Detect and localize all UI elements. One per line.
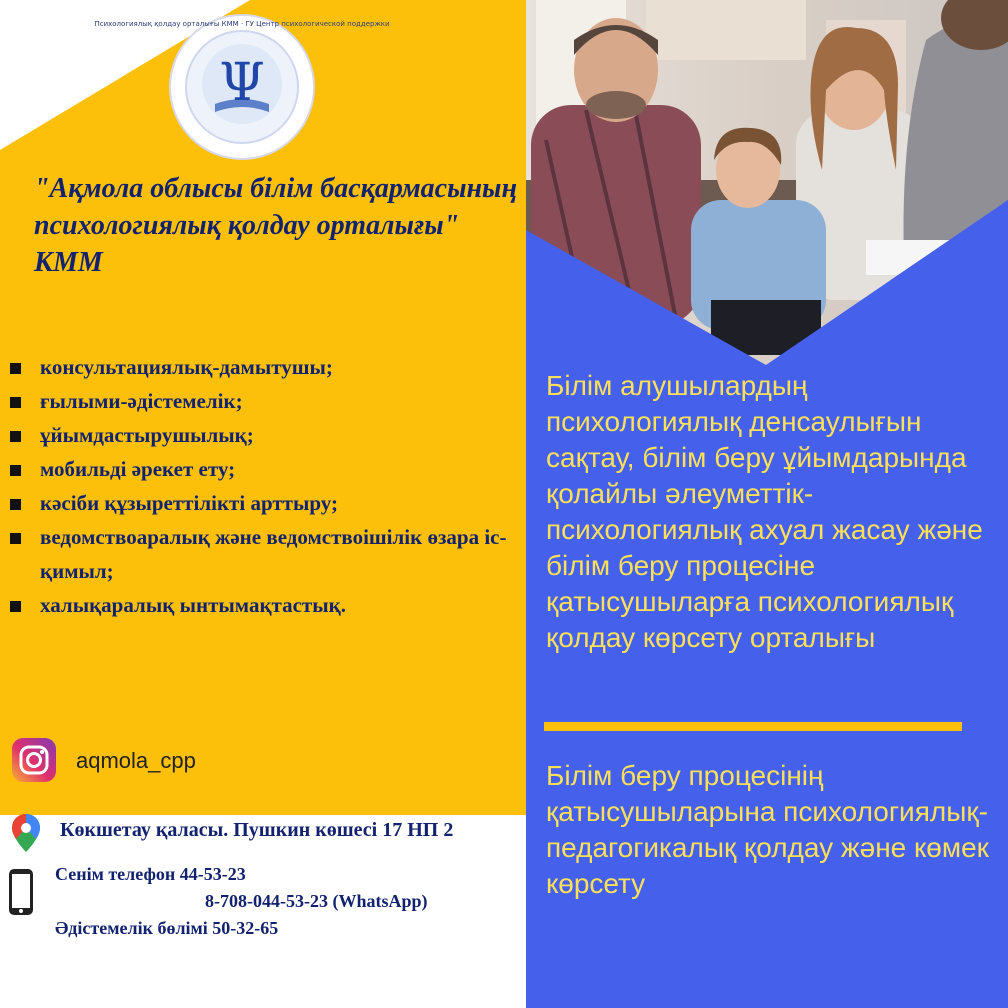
list-item: ғылыми-әдістемелік;	[10, 384, 530, 418]
instagram-icon[interactable]	[12, 738, 56, 782]
divider	[544, 722, 962, 731]
mission-text: Білім алушылардың психологиялық денсаулығын сақтау, білім беру ұйымдарында қолайлы әлеуметтік-психологиялық ахуал жасау және білім беру процесіне қатысушыларға психологиялық қолдау көрсету орталығы	[546, 370, 983, 653]
page-title: "Ақмола облысы білім басқармасының психологиялық қолдау орталығы" КММ	[34, 173, 518, 278]
family-consultation-photo	[526, 0, 1008, 365]
instagram-handle[interactable]: aqmola_cpp	[76, 748, 196, 773]
list-item: халықаралық ынтымақтастық.	[10, 588, 530, 622]
address-text: Көкшетау қаласы. Пушкин көшесі 17 НП 2	[60, 819, 454, 841]
list-item: мобильді әрекет ету;	[10, 452, 530, 486]
phone-icon	[8, 868, 34, 921]
list-item: кәсіби құзыреттілікті арттыру;	[10, 486, 530, 520]
list-item: консультациялық-дамытушы;	[10, 350, 530, 384]
logo-ring-text: Психологиялық қолдау орталығы КММ · ГУ Центр психологической поддержки	[94, 20, 390, 28]
support-text: Білім беру процесінің қатысушыларына психологиялық-педагогикалық қолдау және көмек көрсету	[546, 760, 989, 899]
bullet-square-icon	[10, 465, 21, 476]
bullet-square-icon	[10, 601, 21, 612]
methodical-department-phone: Әдістемелік бөлімі 50-32-65	[55, 918, 279, 938]
bullet-square-icon	[10, 499, 21, 510]
bullet-square-icon	[10, 363, 21, 374]
center-logo	[94, 12, 390, 162]
bullet-square-icon	[10, 431, 21, 442]
map-pin-icon	[12, 814, 40, 857]
psi-symbol: Ψ	[219, 53, 265, 113]
activities-list	[10, 350, 530, 622]
list-item: ұйымдастырушылық;	[10, 418, 530, 452]
list-item: ведомствоаралық және ведомствоішілік өзара іс-қимыл;	[10, 520, 530, 588]
bullet-square-icon	[10, 533, 21, 544]
whatsapp-phone: 8-708-044-53-23 (WhatsApp)	[205, 891, 428, 911]
bullet-square-icon	[10, 397, 21, 408]
trust-phone: Сенім телефон 44-53-23	[55, 864, 246, 884]
